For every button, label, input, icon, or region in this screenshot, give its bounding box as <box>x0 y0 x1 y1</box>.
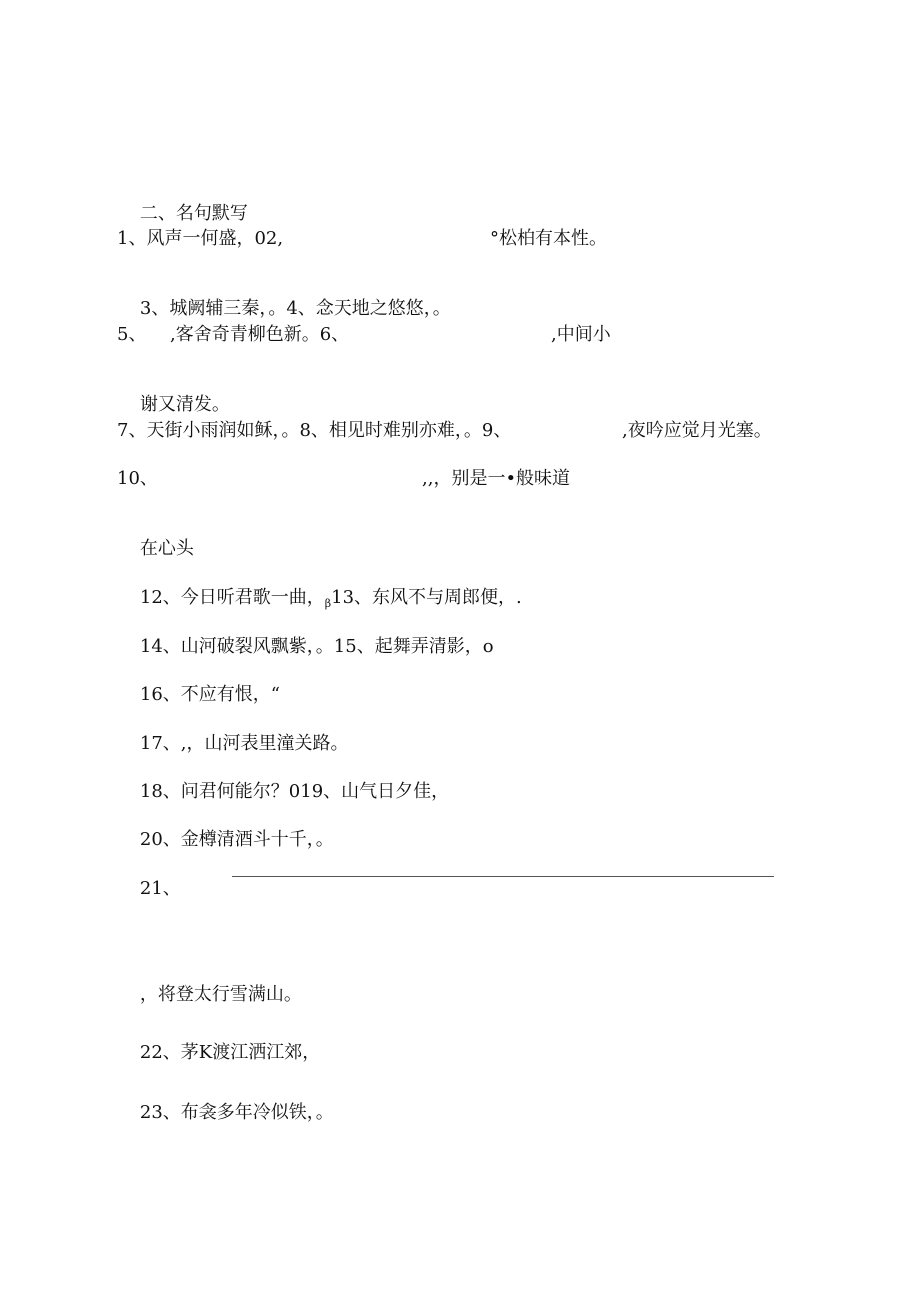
question-1-text: 1、风声一何盛，02, <box>117 228 284 249</box>
question-3-4-text: 3、城阙辅三秦，。4、念天地之悠悠，。 <box>139 298 451 319</box>
question-5-6-text: ,客舍奇青柳色新。6、 <box>170 324 350 345</box>
beta-mark: β <box>324 597 332 610</box>
question-22-text: 22、茅K渡江洒江郊， <box>139 1042 321 1063</box>
question-12-text: 12、今日听君歌一曲， <box>139 587 325 608</box>
question-21-number: 21、 <box>139 878 181 899</box>
question-10-number: 10、 <box>117 468 158 489</box>
question-line-21-cont <box>117 962 302 1028</box>
question-6-tail-text: ,中间小 <box>551 324 611 345</box>
question-5-number: 5、 <box>117 324 147 345</box>
question-line-22 <box>117 1020 320 1086</box>
question-line-23 <box>117 1080 334 1146</box>
question-17-text: 17、,，山河表里潼关路。 <box>139 733 349 754</box>
question-13-text: 13、东风不与周郎便，. <box>331 587 522 608</box>
question-line-21 <box>117 856 181 922</box>
question-20-text: 20、金樽清酒斗十千，。 <box>139 829 334 850</box>
question-16-text: 16、不应有恨，“ <box>139 684 280 705</box>
question-10-text: ,,，别是一•般味道 <box>422 468 571 489</box>
question-23-text: 23、布衾多年冷似铁，。 <box>139 1102 334 1123</box>
question-9-tail-text: ,夜吟应觉月光塞。 <box>622 420 772 441</box>
answer-blank-line <box>232 876 774 877</box>
heading-text: 二、名句默写 <box>139 203 248 224</box>
question-2-text: °松柏有本性。 <box>490 228 607 249</box>
question-21-continuation: ，将登太行雪满山。 <box>139 984 302 1005</box>
question-10-continuation: 在心头 <box>139 538 194 559</box>
question-7-8-9-text: 7、天街小雨润如稣，。8、相见时难别亦难，。9、 <box>117 420 512 441</box>
question-18-19-text: 18、问君何能尔？019、山气日夕佳， <box>139 781 450 802</box>
question-14-15-text: 14、山河破裂风飘紫，。15、起舞弄清影，o <box>139 636 494 657</box>
question-6-continuation: 谢又清发。 <box>139 394 230 415</box>
